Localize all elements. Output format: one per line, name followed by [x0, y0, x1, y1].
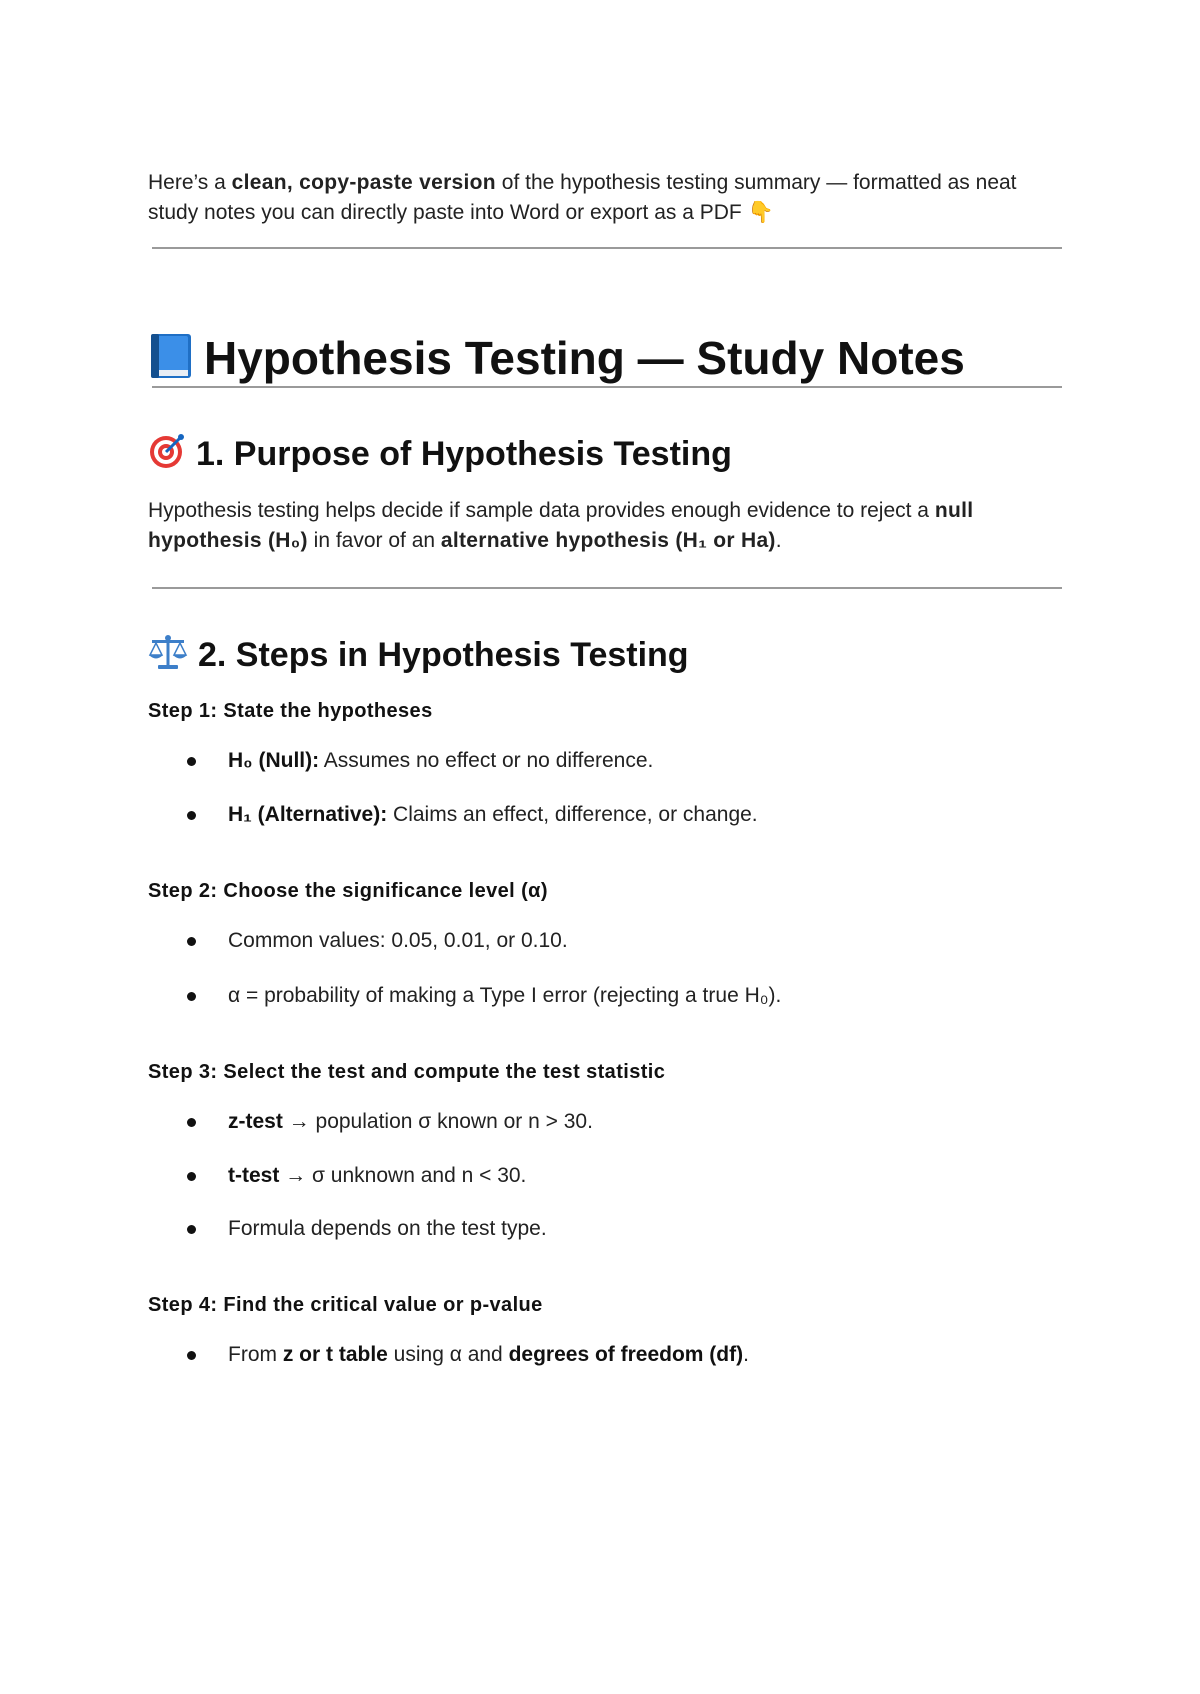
item-text: Claims an effect, difference, or change.	[387, 803, 758, 826]
step-3-title: Step 3: Select the test and compute the test statistic	[148, 1061, 666, 1083]
divider-3	[152, 587, 1062, 589]
section-2-heading-text: 2. Steps in Hypothesis Testing	[198, 635, 689, 674]
s1-bold-2: alternative hypothesis (H₁ or Ha)	[440, 529, 776, 552]
item-bold: H₁ (Alternative):	[228, 803, 388, 826]
item-text: From	[228, 1343, 283, 1366]
item-text: → σ unknown and n < 30.	[279, 1164, 527, 1187]
page-title-text: Hypothesis Testing — Study Notes	[204, 332, 965, 384]
item-text: Assumes no effect or no difference.	[319, 749, 654, 772]
item-bold: t-test	[228, 1164, 280, 1187]
s1-text-3: .	[775, 529, 782, 552]
item-text: α = probability of making a Type I error (rejecting a true H₀).	[228, 984, 782, 1007]
divider-2	[152, 386, 1062, 388]
bullet	[187, 811, 196, 820]
item-bold: z or t table	[282, 1343, 388, 1366]
bullet	[187, 757, 196, 766]
item-bold: H₀ (Null):	[228, 749, 320, 772]
item-text: → population σ known or n > 30.	[282, 1110, 593, 1133]
step-2-title: Step 2: Choose the significance level (α)	[148, 880, 548, 902]
step-1-title: Step 1: State the hypotheses	[148, 700, 433, 722]
bullet	[187, 1351, 196, 1360]
step-4-title: Step 4: Find the critical value or p-value	[148, 1294, 543, 1316]
item-bold: z-test	[228, 1110, 283, 1133]
s1-text-1: Hypothesis testing helps decide if sample data provides enough evidence to reject a	[148, 499, 935, 522]
section-1-heading	[148, 432, 732, 480]
pointing-down-icon: 👇	[747, 201, 774, 224]
intro-bold-text: clean, copy-paste version	[231, 171, 496, 194]
item-text: using α and	[387, 1343, 509, 1366]
book-icon	[148, 332, 194, 392]
scales-icon	[148, 633, 188, 681]
page-title	[148, 330, 965, 392]
divider-1	[152, 247, 1062, 249]
s1-text-2: in favor of an	[307, 529, 441, 552]
s1-bold-1: null hypothesis (H₀)	[148, 499, 974, 552]
bullet	[187, 937, 196, 946]
intro-text-2: of the hypothesis testing summary — formatted as neat study notes you can directly paste into Word or export as a PDF	[148, 171, 1017, 224]
intro-text: Here’s a	[148, 171, 232, 194]
item-text: Common values: 0.05, 0.01, or 0.10.	[228, 929, 568, 952]
bullet	[187, 1118, 196, 1127]
bullet	[187, 1172, 196, 1181]
section-1-heading-text: 1. Purpose of Hypothesis Testing	[196, 434, 732, 473]
item-bold: degrees of freedom (df)	[508, 1343, 744, 1366]
section-1-paragraph	[148, 496, 1058, 556]
intro-paragraph	[148, 168, 1068, 228]
target-icon	[148, 432, 186, 480]
item-text: Formula depends on the test type.	[228, 1217, 547, 1240]
item-text: .	[743, 1343, 749, 1366]
bullet	[187, 1225, 196, 1234]
section-2-heading	[148, 633, 689, 681]
bullet	[187, 992, 196, 1001]
